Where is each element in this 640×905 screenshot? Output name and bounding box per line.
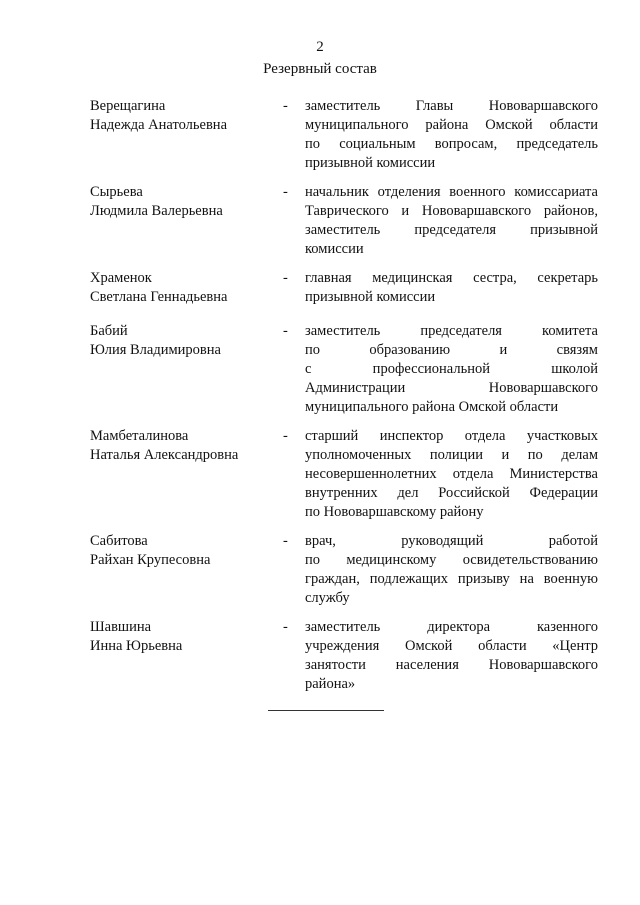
member-surname: Верещагина bbox=[90, 98, 166, 114]
dash-separator: - bbox=[283, 98, 288, 114]
role-line: граждан, подлежащих призыву на военную bbox=[305, 571, 598, 587]
member-role bbox=[305, 97, 598, 173]
role-line: занятости населения Нововаршавского bbox=[305, 657, 598, 673]
member-name bbox=[90, 322, 280, 360]
dash-separator: - bbox=[283, 270, 288, 286]
page-number: 2 bbox=[316, 39, 324, 55]
role-line: по Нововаршавскому району bbox=[305, 504, 484, 520]
role-line: комиссии bbox=[305, 241, 364, 257]
member-surname: Бабий bbox=[90, 323, 128, 339]
member-role bbox=[305, 427, 598, 522]
member-name bbox=[90, 532, 280, 570]
dash-separator: - bbox=[283, 184, 288, 200]
role-line: с профессиональной школой bbox=[305, 361, 598, 377]
member-surname: Сырьева bbox=[90, 184, 143, 200]
role-line: учреждения Омской области «Центр bbox=[305, 638, 598, 654]
dash-separator: - bbox=[283, 533, 288, 549]
member-role bbox=[305, 532, 598, 608]
member-surname: Храменок bbox=[90, 270, 152, 286]
dash-separator: - bbox=[283, 323, 288, 339]
member-given-names: Инна Юрьевна bbox=[90, 638, 183, 654]
role-line: призывной комиссии bbox=[305, 155, 436, 171]
member-given-names: Райхан Крупесовна bbox=[90, 552, 211, 568]
member-surname: Сабитова bbox=[90, 533, 148, 549]
role-line: по медицинскому освидетельствованию bbox=[305, 552, 598, 568]
member-role bbox=[305, 183, 598, 259]
member-name bbox=[90, 97, 280, 135]
role-line: заместитель Главы Нововаршавского bbox=[305, 98, 598, 114]
role-line: муниципального района Омской области bbox=[305, 117, 598, 133]
member-given-names: Светлана Геннадьевна bbox=[90, 289, 228, 305]
closing-rule bbox=[268, 710, 384, 711]
member-role bbox=[305, 269, 598, 307]
role-line: по социальным вопросам, председатель bbox=[305, 136, 598, 152]
member-role bbox=[305, 322, 598, 417]
role-line: по образованию и связям bbox=[305, 342, 598, 358]
role-line: муниципального района Омской области bbox=[305, 399, 559, 415]
member-surname: Мамбеталинова bbox=[90, 428, 189, 444]
member-name bbox=[90, 427, 280, 465]
role-line: заместитель председателя призывной bbox=[305, 222, 598, 238]
role-line: заместитель директора казенного bbox=[305, 619, 598, 635]
section-title: Резервный состав bbox=[263, 61, 377, 77]
role-line: начальник отделения военного комиссариата bbox=[305, 184, 598, 200]
role-line: несовершеннолетних отдела Министерства bbox=[305, 466, 598, 482]
dash-separator: - bbox=[283, 428, 288, 444]
member-given-names: Юлия Владимировна bbox=[90, 342, 221, 358]
dash-separator: - bbox=[283, 619, 288, 635]
member-given-names: Людмила Валерьевна bbox=[90, 203, 223, 219]
member-role bbox=[305, 618, 598, 694]
member-name bbox=[90, 269, 280, 307]
role-line: заместитель председателя комитета bbox=[305, 323, 598, 339]
role-line: призывной комиссии bbox=[305, 289, 436, 305]
role-line: главная медицинская сестра, секретарь bbox=[305, 270, 598, 286]
role-line: старший инспектор отдела участковых bbox=[305, 428, 598, 444]
role-line: Администрации Нововаршавского bbox=[305, 380, 598, 396]
member-given-names: Наталья Александровна bbox=[90, 447, 239, 463]
member-surname: Шавшина bbox=[90, 619, 152, 635]
role-line: службу bbox=[305, 590, 350, 606]
role-line: уполномоченных полиции и по делам bbox=[305, 447, 598, 463]
member-name bbox=[90, 183, 280, 221]
role-line: района» bbox=[305, 676, 356, 692]
role-line: Таврического и Нововаршавского районов, bbox=[305, 203, 598, 219]
member-given-names: Надежда Анатольевна bbox=[90, 117, 227, 133]
role-line: внутренних дел Российской Федерации bbox=[305, 485, 598, 501]
member-name bbox=[90, 618, 280, 656]
role-line: врач, руководящий работой bbox=[305, 533, 598, 549]
